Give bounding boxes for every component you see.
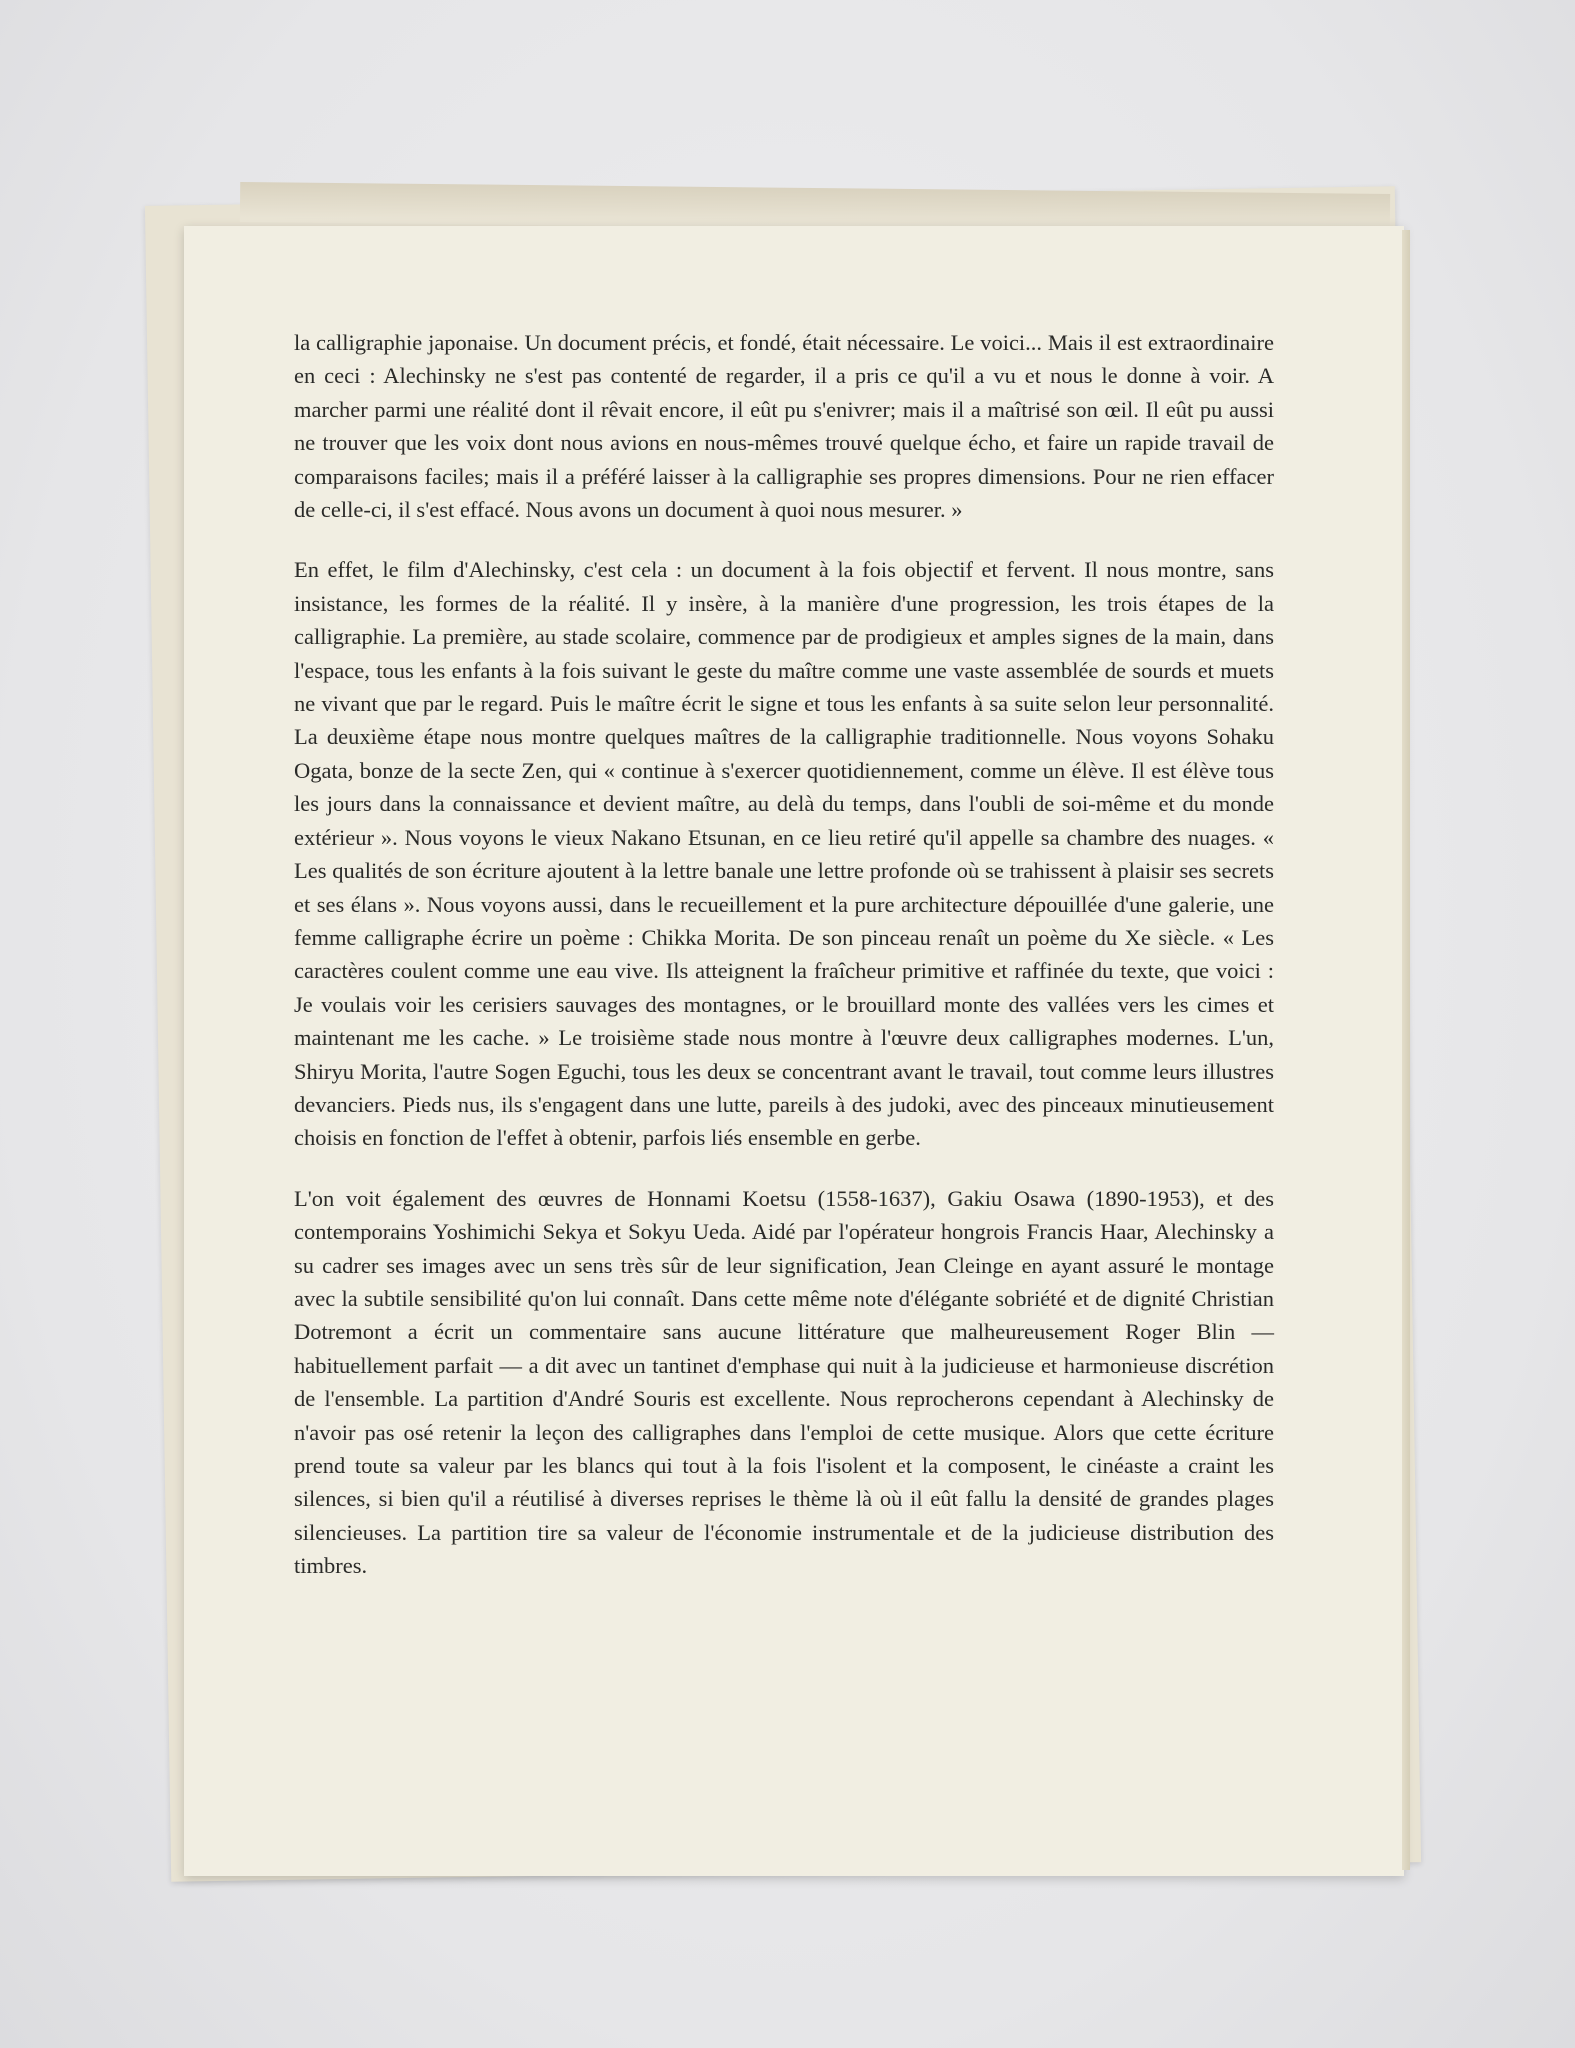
body-text [294,326,1274,1610]
document-page [184,226,1404,1876]
page-edge [1402,230,1410,1870]
paragraph-1: la calligraphie japonaise. Un document précis, et fondé, était nécessaire. Le voici... Mais il est extraordinaire en ceci : Alechinsky ne s'est pas contenté de regarder, il a pris ce qu'il a vu et nous le donne à voir. A marcher parmi une réalité dont il rêvait encore, il eût pu s'enivrer; mais il a maîtrisé son œil. Il eût pu aussi ne trouver que les voix dont nous avions en nous-mêmes trouvé quelque écho, et faire un rapide travail de comparaisons faciles; mais il a préféré laisser à la calligraphie ses propres dimensions. Pour ne rien effacer de celle-ci, il s'est effacé. Nous avons un document à quoi nous mesurer. » [294,330,1274,523]
paragraph-2: En effet, le film d'Alechinsky, c'est cela : un document à la fois objectif et fervent. Il nous montre, sans insistance, les formes de la réalité. Il y insère, à la manière d'une progression, les trois étapes de la calligraphie. La première, au stade scolaire, commence par de prodigieux et amples signes de la main, dans l'espace, tous les enfants à la fois suivant le geste du maître comme une vaste assemblée de sourds et muets ne vivant que par le regard. Puis le maître écrit le signe et tous les enfants à sa suite selon leur personnalité. La deuxième étape nous montre quelques maîtres de la calligraphie traditionnelle. Nous voyons Sohaku Ogata, bonze de la secte Zen, qui « continue à s'exercer quotidiennement, comme un élève. Il est élève tous les jours dans la connaissance et devient maître, au delà du temps, dans l'oubli de soi-même et du monde extérieur ». Nous voyons le vieux Nakano Etsunan, en ce lieu retiré qu'il appelle sa chambre des nuages. « Les qualités de son écriture ajoutent à la lettre banale une lettre profonde où se trahissent à plaisir ses secrets et ses élans ». Nous voyons aussi, dans le recueillement et la pure architecture dépouillée d'une galerie, une femme calligraphe écrire un poème : Chikka Morita. De son pinceau renaît un poème du Xe siècle. « Les caractères coulent comme une eau vive. Ils atteignent la fraîcheur primitive et raffinée du texte, que voici : Je voulais voir les cerisiers sauvages des montagnes, or le brouillard monte des vallées vers les cimes et maintenant me les cache. » Le troisième stade nous montre à l'œuvre deux calligraphes modernes. L'un, Shiryu Morita, l'autre Sogen Eguchi, tous les deux se concentrant avant le travail, tout comme leurs illustres devanciers. Pieds nus, ils s'engagent dans une lutte, pareils à des judoki, avec des pinceaux minutieusement choisis en fonction de l'effet à obtenir, parfois liés ensemble en gerbe. [294,557,1274,1151]
paragraph-3: L'on voit également des œuvres de Honnami Koetsu (1558-1637), Gakiu Osawa (1890-1953), et des contemporains Yoshimichi Sekya et Sokyu Ueda. Aidé par l'opérateur hongrois Francis Haar, Alechinsky a su cadrer ses images avec un sens très sûr de leur signification, Jean Cleinge en ayant assuré le montage avec la subtile sensibilité qu'on lui connaît. Dans cette même note d'élégante sobriété et de dignité Christian Dotremont a écrit un commentaire sans aucune littérature que malheureusement Roger Blin — habituellement parfait — a dit avec un tantinet d'emphase qui nuit à la judicieuse et harmonieuse discrétion de l'ensemble. La partition d'André Souris est excellente. Nous reprocherons cependant à Alechinsky de n'avoir pas osé retenir la leçon des calligraphes dans l'emploi de cette musique. Alors que cette écriture prend toute sa valeur par les blancs qui tout à la fois l'isolent et la composent, le cinéaste a craint les silences, si bien qu'il a réutilisé à diverses reprises le thème là où il eût fallu la densité de grandes plages silencieuses. La partition tire sa valeur de l'économie instrumentale et de la judicieuse distribution des timbres. [294,1185,1274,1579]
